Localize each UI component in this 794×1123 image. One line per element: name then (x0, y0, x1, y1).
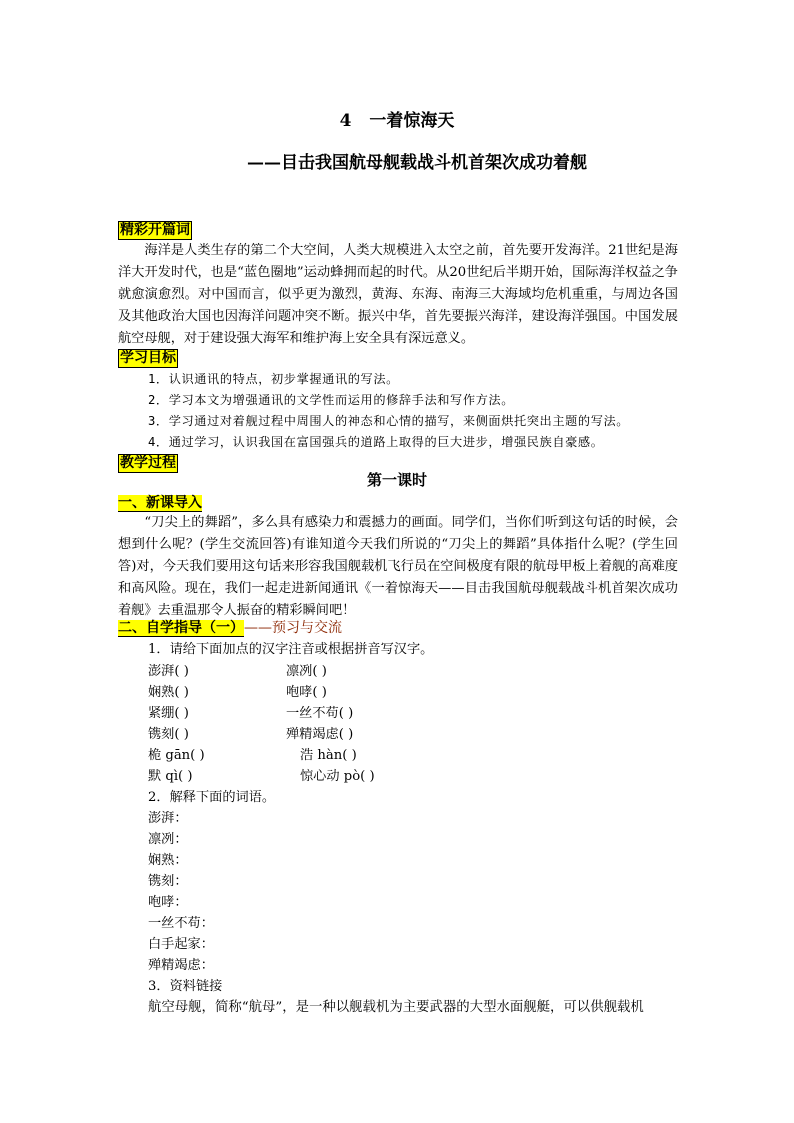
resource-link-text: 航空母舰，简称“航母”，是一种以舰载机为主要武器的大型水面舰艇，可以供舰载机 (148, 1000, 644, 1015)
intro-heading (118, 492, 202, 512)
term-item: 娴熟： (148, 853, 188, 868)
char-item: 殚精竭虑( ) (286, 727, 354, 742)
goal-item: 1．认识通讯的特点，初步掌握通讯的写法。 (148, 372, 399, 386)
goal-item: 3．学习通过对着舰过程中周围人的神态和心情的描写，来侧面烘托突出主题的写法。 (148, 414, 630, 428)
lesson-title (0, 106, 794, 131)
guide-subheading: ——预习与交流 (244, 620, 342, 636)
guide-heading (118, 617, 342, 637)
goal-item: 4．通过学习，认识我国在富国强兵的道路上取得的巨大进步，增强民族自豪感。 (148, 435, 604, 449)
lesson-title-text: 一着惊海天 (369, 111, 455, 131)
question-3: 3．资料链接 (148, 979, 223, 994)
guide-heading-text: 二、自学指导（一） (118, 620, 244, 636)
term-item: 一丝不苟： (148, 916, 214, 931)
char-item: 浩 hàn( ) (300, 748, 357, 763)
term-item: 澎湃： (148, 811, 188, 826)
opening-tag: 精彩开篇词 (120, 222, 190, 238)
opening-paragraph (118, 240, 678, 350)
char-item: 澎湃( ) (148, 664, 189, 679)
char-item: 娴熟( ) (148, 685, 189, 700)
term-item: 殚精竭虑： (148, 958, 214, 973)
term-item: 白手起家： (148, 937, 214, 952)
term-item: 凛冽： (148, 832, 188, 847)
question-2: 2．解释下面的词语。 (148, 790, 276, 805)
char-item: 默 qì( ) (148, 769, 193, 784)
question-1: 1．请给下面加点的汉字注音或根据拼音写汉字。 (148, 642, 434, 657)
goals-tag: 学习目标 (120, 350, 176, 366)
char-item: 紧绷( ) (148, 706, 189, 721)
process-tag: 教学过程 (120, 455, 176, 471)
goal-item: 2．学习本文为增强通讯的文学性而运用的修辞手法和写作方法。 (148, 393, 514, 407)
opening-text: 海洋是人类生存的第二个大空间，人类大规模进入太空之前，首先要开发海洋。21世纪是海洋大开发时代，也是“蓝色圈地”运动蜂拥而起的时代。从20世纪后半期开始，国际海洋权益之争就愈演愈烈。对中国而言，似乎更为激烈，黄海、东海、南海三大海域均危机重重，与周边各国及其他政治大国也因海洋问题冲突不断。振兴中华，首先要振兴海洋，建设海洋强国。中国发展航空母舰，对于建设强大海军和维护海上安全具有深远意义。 (118, 243, 678, 346)
intro-heading-text: 一、新课导入 (118, 495, 202, 511)
term-item: 镌刻： (148, 874, 188, 889)
intro-text: “刀尖上的舞蹈”，多么具有感染力和震撼力的画面。同学们，当你们听到这句话的时候，会想到什么呢？(学生交流回答)有谁知道今天我们所说的“刀尖上的舞蹈”具体指什么呢？(学生回答)对，今天我们要用这句话来形容我国舰载机飞行员在空间极度有限的航母甲板上着舰的高难度和高风险。现在，我们一起走进新闻通讯《一着惊海天——目击我国航母舰载战斗机首架次成功着舰》去重温那令人振奋的精彩瞬间吧！ (118, 515, 678, 618)
char-item: 镌刻( ) (148, 727, 189, 742)
lesson-number: 4 (339, 111, 352, 131)
term-item: 咆哮： (148, 895, 188, 910)
char-item: 桅 gān( ) (148, 748, 205, 763)
char-item: 惊心动 pò( ) (300, 769, 375, 784)
char-item: 凛冽( ) (286, 664, 327, 679)
char-item: 一丝不苟( ) (286, 706, 354, 721)
intro-paragraph (118, 512, 678, 622)
char-item: 咆哮( ) (286, 685, 327, 700)
lesson-period: 第一课时 (366, 471, 427, 489)
lesson-subtitle: ——目击我国航母舰载战斗机首架次成功着舰 (247, 153, 587, 173)
